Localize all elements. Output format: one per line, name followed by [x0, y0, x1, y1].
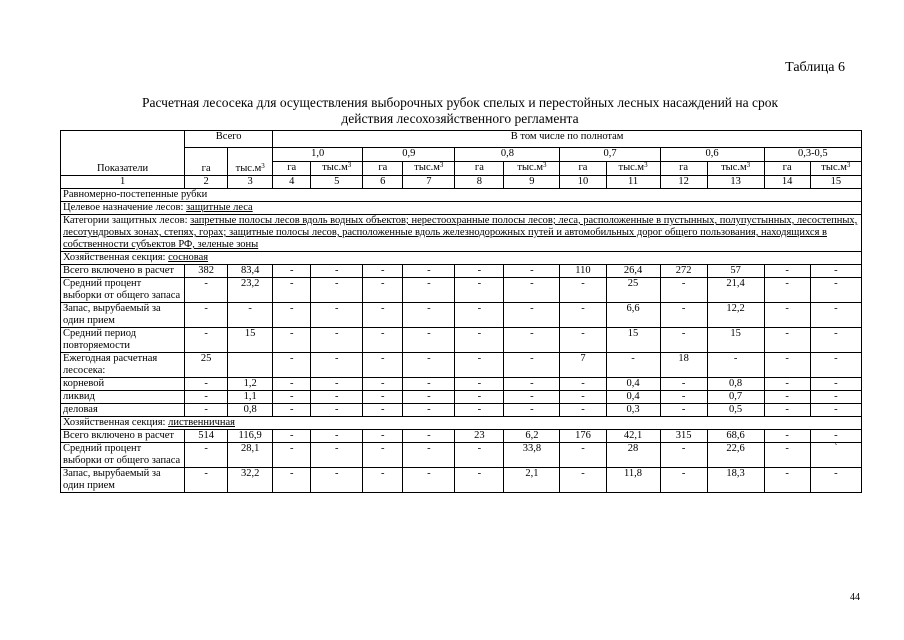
unit-ha: га [660, 162, 707, 176]
density-header: 0,9 [363, 148, 455, 162]
table-cell: - [810, 303, 861, 328]
table-cell: - [560, 468, 606, 493]
table-cell: - [185, 303, 228, 328]
table-cell: - [185, 378, 228, 391]
table-cell: - [810, 328, 861, 353]
table-cell: 32,2 [228, 468, 273, 493]
table-cell: 2,1 [504, 468, 560, 493]
table-cell: 12,2 [707, 303, 764, 328]
table-row [61, 430, 862, 443]
column-number: 1 [61, 176, 185, 189]
table-cell: - [606, 353, 660, 378]
table-cell: - [273, 265, 311, 278]
lesoseka-table [60, 130, 862, 493]
header-indicators: Показатели [61, 131, 185, 176]
table-cell: - [660, 378, 707, 391]
table-cell: 23 [455, 430, 504, 443]
table-cell: 33,8 [504, 443, 560, 468]
table-row [61, 404, 862, 417]
table-cell: - [504, 404, 560, 417]
table-cell: 0,4 [606, 378, 660, 391]
table-cell: - [363, 278, 403, 303]
table-title [80, 95, 840, 127]
column-number: 11 [606, 176, 660, 189]
table-row [61, 391, 862, 404]
density-header: 0,6 [660, 148, 764, 162]
table-cell: 23,2 [228, 278, 273, 303]
table-cell: - [311, 278, 363, 303]
table-cell: - [311, 468, 363, 493]
table-cell: 7 [560, 353, 606, 378]
table-cell: - [810, 430, 861, 443]
table-cell: - [504, 391, 560, 404]
table-cell: - [273, 378, 311, 391]
table-cell: 1,1 [228, 391, 273, 404]
section-larch: Хозяйственная секция: лиственничная [61, 417, 862, 430]
table-cell: 382 [185, 265, 228, 278]
density-header: 0,8 [455, 148, 560, 162]
table-cell: 68,6 [707, 430, 764, 443]
table-cell: - [311, 303, 363, 328]
table-cell: 15 [606, 328, 660, 353]
column-number: 12 [660, 176, 707, 189]
table-cell: - [185, 328, 228, 353]
forest-purpose: Целевое назначение лесов: защитные леса [61, 202, 862, 215]
column-number: 14 [764, 176, 810, 189]
table-cell [228, 353, 273, 378]
table-cell: - [455, 265, 504, 278]
unit-m3: $тыс.м^3$ [311, 162, 363, 176]
table-cell: - [363, 404, 403, 417]
table-cell: 0,3 [606, 404, 660, 417]
table-cell: - [311, 265, 363, 278]
row-label: Запас, вырубаемый за один прием [61, 468, 185, 493]
table-row [61, 303, 862, 328]
column-number: 15 [810, 176, 861, 189]
table-cell: 42,1 [606, 430, 660, 443]
header-by-density: В том числе по полнотам [273, 131, 862, 148]
table-cell: - [403, 278, 455, 303]
table-cell: - [363, 468, 403, 493]
table-cell: - [403, 391, 455, 404]
table-cell: 26,4 [606, 265, 660, 278]
unit-ha: га [455, 162, 504, 176]
table-cell: - [363, 265, 403, 278]
unit-ha: га [273, 162, 311, 176]
table-cell: - [455, 328, 504, 353]
table-cell: - [228, 303, 273, 328]
table-cell: - [273, 353, 311, 378]
table-cell: - [764, 404, 810, 417]
table-row [61, 468, 862, 493]
table-cell: - [403, 468, 455, 493]
table-cell: - [273, 443, 311, 468]
table-cell: - [660, 303, 707, 328]
table-cell: - [363, 430, 403, 443]
table-cell: - [363, 378, 403, 391]
header-total-ha: га [185, 148, 228, 176]
table-cell: - [185, 443, 228, 468]
column-number: 8 [455, 176, 504, 189]
column-number: 3 [228, 176, 273, 189]
table-cell: 25 [185, 353, 228, 378]
unit-m3: $тыс.м^3$ [707, 162, 764, 176]
unit-ha: га [560, 162, 606, 176]
table-cell: - [311, 378, 363, 391]
table-cell: - [560, 278, 606, 303]
table-cell: - [403, 404, 455, 417]
forest-categories: Категории защитных лесов: запретные полосы лесов вдоль водных объектов; нерестоохранные полосы лесов; леса, расположенные в пустынных, полупустынных, лесостепных, лесотундровых зонах, степях, горах; защитные полосы лесов, расположенные вдоль железнодорожных путей и автомобильных дорог общего пользования, находящихся в собственности субъектов РФ, зеленые зоны [61, 215, 862, 252]
table-cell: - [810, 265, 861, 278]
table-cell: 28 [606, 443, 660, 468]
table-cell: - [273, 430, 311, 443]
table-cell: - [764, 430, 810, 443]
table-cell: - [185, 468, 228, 493]
column-number: 7 [403, 176, 455, 189]
table-cell: 116,9 [228, 430, 273, 443]
table-cell: - [810, 278, 861, 303]
table-cell: - [504, 378, 560, 391]
density-header: 0,3-0,5 [764, 148, 861, 162]
table-cell: 0,8 [228, 404, 273, 417]
table-cell: 25 [606, 278, 660, 303]
table-cell: - [504, 328, 560, 353]
table-cell: - [764, 443, 810, 468]
table-cell: - [273, 391, 311, 404]
row-label: Ежегодная расчетная лесосека: [61, 353, 185, 378]
table-cell: - [363, 443, 403, 468]
row-label: Средний процент выборки от общего запаса [61, 443, 185, 468]
column-number: 6 [363, 176, 403, 189]
table-cell: - [764, 328, 810, 353]
table-cell: - [455, 404, 504, 417]
table-cell: - [764, 353, 810, 378]
row-label: Средний период повторяемости [61, 328, 185, 353]
table-cell: - [764, 391, 810, 404]
table-cell: - [403, 265, 455, 278]
table-cell: 110 [560, 265, 606, 278]
table-cell: - [455, 468, 504, 493]
table-cell: - [560, 443, 606, 468]
table-cell: 57 [707, 265, 764, 278]
table-cell: 272 [660, 265, 707, 278]
table-cell: - [403, 430, 455, 443]
table-cell: 176 [560, 430, 606, 443]
table-cell: 0,4 [606, 391, 660, 404]
table-cell: 1,2 [228, 378, 273, 391]
table-cell: 0,8 [707, 378, 764, 391]
table-cell: - [560, 404, 606, 417]
table-cell: 6,6 [606, 303, 660, 328]
table-cell: - [560, 303, 606, 328]
table-cell: - [764, 378, 810, 391]
column-number: 4 [273, 176, 311, 189]
page-number: 44 [850, 592, 860, 603]
table-cell: - [810, 353, 861, 378]
column-number: 13 [707, 176, 764, 189]
table-row [61, 328, 862, 353]
header-total-m3: $тыс.м^3$ [228, 148, 273, 176]
table-cell: - [311, 328, 363, 353]
table-cell: - [403, 303, 455, 328]
row-label: Всего включено в расчет [61, 265, 185, 278]
table-cell: - [504, 278, 560, 303]
unit-m3: $тыс.м^3$ [810, 162, 861, 176]
column-number: 10 [560, 176, 606, 189]
row-label: Запас, вырубаемый за один прием [61, 303, 185, 328]
column-number-row [61, 176, 862, 189]
table-cell: - [504, 265, 560, 278]
table-cell: - [504, 303, 560, 328]
table-cell: - [560, 378, 606, 391]
table-cell: 0,5 [707, 404, 764, 417]
density-header: 0,7 [560, 148, 660, 162]
table-cell: 83,4 [228, 265, 273, 278]
section-pine: Хозяйственная секция: сосновая [61, 252, 862, 265]
table-row [61, 265, 862, 278]
table-cell: - [455, 353, 504, 378]
table-cell: - [810, 468, 861, 493]
row-label: ликвид [61, 391, 185, 404]
column-number: 5 [311, 176, 363, 189]
table-cell: - [185, 404, 228, 417]
table-cell: - [273, 328, 311, 353]
table-cell: 6,2 [504, 430, 560, 443]
table-cell: - [185, 391, 228, 404]
table-cell: - [560, 328, 606, 353]
row-label: корневой [61, 378, 185, 391]
table-cell: 11,8 [606, 468, 660, 493]
table-cell: - [660, 443, 707, 468]
row-label: Всего включено в расчет [61, 430, 185, 443]
table-cell: 0,7 [707, 391, 764, 404]
table-cell: - [311, 443, 363, 468]
table-cell: - [311, 404, 363, 417]
table-cell: - [311, 430, 363, 443]
table-cell: ` [810, 443, 861, 468]
table-cell: - [185, 278, 228, 303]
table-cell: - [455, 278, 504, 303]
table-cell: 21,4 [707, 278, 764, 303]
table-cell: - [403, 353, 455, 378]
table-cell: - [504, 353, 560, 378]
table-cell: - [403, 443, 455, 468]
table-cell: - [660, 468, 707, 493]
cutting-type: Равномерно-постепенные рубки [61, 189, 862, 202]
row-label: деловая [61, 404, 185, 417]
table-cell: - [660, 278, 707, 303]
table-cell: - [810, 404, 861, 417]
table-cell: - [660, 391, 707, 404]
table-cell: - [560, 391, 606, 404]
table-cell: - [764, 468, 810, 493]
table-cell: 22,6 [707, 443, 764, 468]
table-cell: 514 [185, 430, 228, 443]
table-cell: - [311, 353, 363, 378]
table-cell: - [810, 378, 861, 391]
table-row [61, 378, 862, 391]
header-total: Всего [185, 131, 273, 148]
table-cell: - [363, 353, 403, 378]
table-cell: - [403, 378, 455, 391]
density-header: 1,0 [273, 148, 363, 162]
table-row [61, 353, 862, 378]
table-cell: - [363, 391, 403, 404]
row-label: Средний процент выборки от общего запаса [61, 278, 185, 303]
table-cell: - [363, 328, 403, 353]
table-cell: - [273, 303, 311, 328]
table-cell: - [764, 303, 810, 328]
table-body [61, 131, 862, 493]
table-cell: - [707, 353, 764, 378]
table-cell: - [273, 278, 311, 303]
table-row [61, 278, 862, 303]
table-row [61, 443, 862, 468]
unit-m3: $тыс.м^3$ [403, 162, 455, 176]
unit-m3: $тыс.м^3$ [504, 162, 560, 176]
column-number: 2 [185, 176, 228, 189]
table-cell: - [764, 265, 810, 278]
table-cell: 315 [660, 430, 707, 443]
title-line-1: Расчетная лесосека для осуществления выборочных рубок спелых и перестойных лесных насаждений на срок [141, 95, 779, 110]
title-line-2: действия лесохозяйственного регламента [341, 111, 579, 126]
table-cell: 15 [228, 328, 273, 353]
unit-m3: $тыс.м^3$ [606, 162, 660, 176]
table-cell: 15 [707, 328, 764, 353]
table-cell: - [660, 404, 707, 417]
table-cell: - [455, 378, 504, 391]
table-cell: - [660, 328, 707, 353]
table-cell: - [455, 303, 504, 328]
table-cell: - [455, 443, 504, 468]
table-cell: 18 [660, 353, 707, 378]
table-cell: 28,1 [228, 443, 273, 468]
table-cell: - [311, 391, 363, 404]
table-cell: 18,3 [707, 468, 764, 493]
table-cell: - [273, 404, 311, 417]
table-number: Таблица 6 [785, 60, 845, 75]
table-cell: - [273, 468, 311, 493]
column-number: 9 [504, 176, 560, 189]
table-cell: - [363, 303, 403, 328]
table-cell: - [764, 278, 810, 303]
table-cell: - [403, 328, 455, 353]
table-cell: - [455, 391, 504, 404]
unit-ha: га [764, 162, 810, 176]
table-cell: - [810, 391, 861, 404]
unit-ha: га [363, 162, 403, 176]
